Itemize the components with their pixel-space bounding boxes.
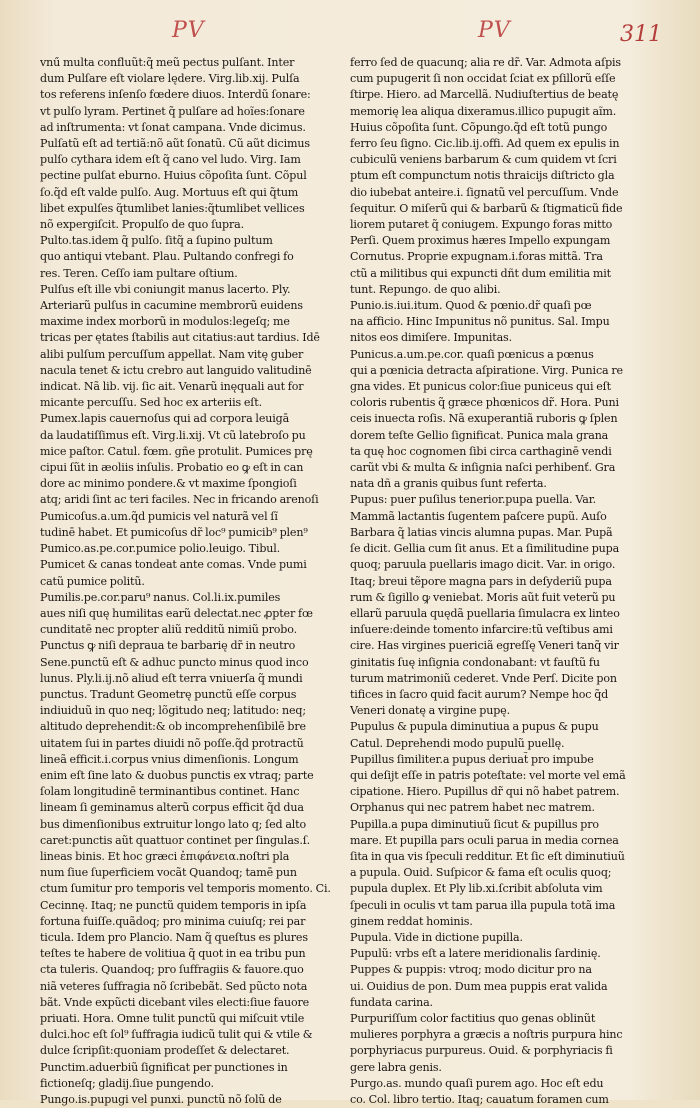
text-line: inſuere:deinde tomento infarcire:tũ veſtibus ami [350, 623, 613, 637]
text-line: ginem reddat hominis. [350, 914, 473, 928]
text-line: num ſiue ſuperficiem vocãt Quandoq; tamē pun [40, 866, 297, 880]
text-line: nata dñ a granis quibus ſunt referta. [350, 477, 547, 491]
text-line: Pupus: puer puſilus tenerior.pupa puella. Var. [350, 493, 597, 507]
text-line: lineã efficit.i.corpus vnius dimenſionis. Longum [40, 752, 299, 766]
text-line: dulci.hoc eſt ſol⁹ ſuffragia iudicũ tulit qui & vtile & [40, 1028, 313, 1042]
text-line: coloris rubentis q̃ græce phœnicos dr̃. Hora. Puni [350, 396, 619, 410]
text-line: dore ac minimo pondere.& vt maxime ſpongioſi [40, 477, 297, 491]
text-line: Perſi. Quem proximus hæres Impello expungam [350, 234, 611, 248]
text-line: co. Col. libro tertio. Itaq; cauatum foramen cum [350, 1093, 609, 1106]
text-line: cipui ſũt in æoliis inſulis. Probatio eo ꝙ eſt in can [40, 461, 304, 475]
text-line: Pulſatũ eſt ad tertiã:nõ aũt ſonatũ. Cũ aũt dicimus [40, 137, 310, 151]
text-line: Cecinnę. Itaq; ne punctũ quidem temporis in ipſa [40, 898, 307, 912]
text-line: ellarũ paruula quędã puellaria ſimulacra ex linteo [350, 606, 620, 620]
text-line: da laudatiſſimus eſt. Virg.li.xij. Vt cũ latebroſo pu [40, 428, 306, 442]
text-line: Punctim.aduerbiũ ſignificat per punctiones in [40, 1060, 288, 1074]
text-line: Pupulũ: vrbs eſt a latere meridionalis ſardinię. [350, 947, 601, 961]
running-head-left: PV [172, 18, 205, 43]
text-line: ſe dicit. Gellia cum ſit anus. Et a ſimilitudine pupa [350, 542, 620, 556]
text-line: ad inſtrumenta: vt ſonat campana. Vnde dicimus. [40, 120, 306, 134]
text-line: nacula tenet & ictu crebro aut languido valitudinē [40, 363, 312, 377]
text-line: enim eſt ſine lato & duobus punctis ex vtraq; parte [40, 768, 314, 782]
text-line: ta quę hoc cognomen ſibi circa carthaginē vendi [350, 444, 612, 458]
text-line: Mammã lactantis ſugentem paſcere pupũ. Auſo [350, 509, 607, 523]
text-line: teſtes te habere de volitiua q̃ quot in ea tribu pun [40, 947, 306, 961]
text-line: qui a pœnicia detracta aſpiratione. Virg. Punica re [350, 363, 623, 377]
text-line: porphyriacus purpureus. Ouid. & porphyriacis fi [350, 1044, 613, 1058]
text-line: ui. Ouidius de pon. Dum mea puppis erat valida [350, 979, 608, 993]
text-line: tudinē habet. Et pumicoſus dr̃ loc⁹ pumicib⁹ plen⁹ [40, 525, 308, 539]
text-line: fictioneſq; gladij.ſiue pungendo. [40, 1076, 214, 1090]
text-line: lineas binis. Et hoc græci ἐπιφάνεια.noſtri pla [40, 849, 290, 863]
text-line: ceis inuecta roſis. Nã exuperantiã ruboris ꝙ ſplen [350, 412, 618, 426]
text-line: niã veteres ſuffragia nõ ſcribebãt. Sed pũcto nota [40, 979, 308, 993]
text-line: memorię lea aliqua dixeramus.illico pupugit aĩm. [350, 104, 617, 118]
text-line: mulieres porphyra a græcis a noſtris purpura hinc [350, 1028, 623, 1042]
text-line: aues niſi quę humilitas earũ delectat.nec ꝓpter fœ [40, 606, 313, 620]
text-line: quoq; paruula puellaris imago dicit. Var. in origo. [350, 558, 616, 572]
text-line: Pulto.tas.idem q̃ pulſo. ſitq̃ a ſupino pultum [40, 234, 273, 248]
text-line: Pulſus eſt ille vbi coniungit manus lacerto. Ply. [40, 282, 291, 296]
text-line: cunditatē nec propter aliũ redditũ nimiũ probo. [40, 623, 297, 637]
text-line: Catul. Deprehendi modo pupulũ puellę. [350, 736, 565, 750]
text-line: atq; aridi ſint ac teri faciles. Nec in fricando arenoſi [40, 493, 319, 507]
text-line: Itaq; breui tẽpore magna pars in deſyderiũ pupa [350, 574, 612, 588]
text-line: priuati. Hora. Omne tulit punctũ qui miſcuit vtile [40, 1011, 305, 1025]
folio-number: 311 [620, 22, 662, 47]
text-line: Purpuriſſum color factitius quo genas oblinũt [350, 1011, 596, 1025]
text-line: tunt. Repungo. de quo alibi. [350, 282, 501, 296]
text-line: gna vides. Et punicus color:ſiue puniceus qui eſt [350, 380, 611, 394]
text-line: dum Pulſare eſt violare lędere. Virg.lib.xij. Pulſa [40, 72, 300, 86]
text-line: Pungo.is.pupugi vel punxi. punctũ nõ ſolũ de [40, 1093, 282, 1106]
text-line: Pupilla.a pupa diminutiuũ ſicut & pupillus pro [350, 817, 599, 831]
text-line: na afficio. Hinc Impunitus nõ punitus. Sal. Impu [350, 315, 610, 329]
text-line: Arteriarũ pulſus in cacumine membrorũ euidens [40, 299, 303, 313]
text-line: bãt. Vnde expũcti dicebant viles electi:ſiue fauore [40, 995, 310, 1009]
text-line: Cornutus. Proprie expugnam.i.foras mittã. Tra [350, 250, 603, 264]
text-line: catũ pumice politũ. [40, 574, 145, 588]
text-line: ferro ſed de quacunq; alia re dr̃. Var. Admota aſpis [350, 56, 621, 69]
text-line: Puppes & puppis: vtroq; modo dicitur pro na [350, 963, 592, 977]
text-line: dio iubebat anteire.i. ſignatũ vel percuſſum. Vnde [350, 185, 619, 199]
text-line: Orphanus qui nec patrem habet nec matrem. [350, 801, 595, 815]
text-line: mare. Et pupilla pars oculi parua in media cornea [350, 833, 619, 847]
running-head-right: PV [478, 18, 511, 43]
text-line: nitos eos dimiſere. Impunitas. [350, 331, 512, 345]
text-line: vnű multa confluũt:q̃ meũ pectus pulſant. Inter [40, 56, 295, 69]
text-line: liorem putaret q̃ coniugem. Expungo foras mitto [350, 218, 613, 232]
text-line: res. Teren. Ceſſo iam pultare oſtium. [40, 266, 238, 280]
text-line: Punicus.a.um.pe.cor. quaſi pœnicus a pœnus [350, 347, 594, 361]
text-line: indiuiduũ in quo neq; lõgitudo neq; latitudo: neq; [40, 704, 306, 718]
text-line: quo antiqui vtebant. Plau. Pultando confregi fo [40, 250, 294, 264]
text-line: Pumicoſus.a.um.q̃d pumicis vel naturã vel ſĩ [40, 509, 278, 523]
text-line: cum pupugerit ſi non occidat ſciat ex pſillorũ eſſe [350, 72, 616, 86]
text-line: vt pulſo lyram. Pertinet q̃ pulſare ad hoĩes:ſonare [40, 104, 305, 118]
text-line: punctus. Tradunt Geometrę punctũ eſſe corpus [40, 687, 297, 701]
text-line: ferro ſeu ſigno. Cic.lib.ij.offi. Ad quem ex epulis in [350, 137, 620, 151]
text-line: ginitatis ſuę inſignia condonabant: vt fauſtũ fu [350, 655, 600, 669]
text-line: fortuna fuiſſe.quãdoq; pro minima cuiuſq; rei par [40, 914, 306, 928]
text-line: Pumex.lapis cauernoſus qui ad corpora leuigā [40, 412, 290, 426]
text-line: Veneri donatę a virgine pupę. [350, 704, 510, 718]
text-line: lineam ſi geminamus alterũ corpus efficit q̃d dua [40, 801, 304, 815]
text-line: Pupula. Vide in dictione pupilla. [350, 930, 523, 944]
text-line: libet expulſes q̃tumlibet lanies:q̃tumlibet vellices [40, 201, 305, 215]
text-line: cubiculũ veniens barbarum & cum quidem vt ſcri [350, 153, 617, 167]
text-line: ſita in qua vis ſpeculi redditur. Et ſic eſt diminutiuũ [350, 849, 625, 863]
text-line: Pumico.as.pe.cor.pumice polio.leuigo. Tibul. [40, 542, 281, 556]
text-line: tifices in ſacro quid facit aurum? Nempe hoc q̃d [350, 687, 609, 701]
text-line: ctũ a militibus qui expuncti dñt dum emilitia mit [350, 266, 611, 280]
text-line: maxime index morborũ in modulos:legeſq; me [40, 315, 290, 329]
text-line: Pumicet & canas tondeat ante comas. Vnde pumi [40, 558, 307, 572]
text-line: ſolam longitudinē terminantibus continet. Hanc [40, 785, 300, 799]
text-line: alibi pulſum percuſſum appellat. Nam vitę guber [40, 347, 304, 361]
text-line: dorem teſte Gellio ſignificat. Punica mala grana [350, 428, 609, 442]
text-line: pulſo cythara idem eſt q̃ cano vel ludo. Virg. Iam [40, 153, 301, 167]
text-line: mice paſtor. Catul. fœm. gñe protulit. Pumices prę [40, 444, 313, 458]
text-line: turum matrimoniũ cederet. Vnde Perſ. Dicite pon [350, 671, 617, 685]
text-line: ſpeculi in oculis vt tam parua illa pupula totã ima [350, 898, 616, 912]
text-line: micante percuſſu. Sed hoc ex arteriis eſt. [40, 396, 262, 410]
text-line: Pumilis.pe.cor.paru⁹ nanus. Col.li.ix.pumiles [40, 590, 281, 604]
text-line: cire. Has virgines puericiã egreſſę Veneri tanq̃ vir [350, 639, 619, 653]
text-line: uitatem ſui in partes diuidi nõ poſſe.q̃d protractũ [40, 736, 304, 750]
text-line: Huius cõpoſita ſunt. Cõpungo.q̃d eſt totũ pungo [350, 120, 608, 134]
text-line: dulce ſcripſit:quoniam prodeſſet & delectaret. [40, 1044, 290, 1058]
text-line: ptum eſt compunctum notis thraicijs diſtricto gla [350, 169, 615, 183]
text-line: ticula. Idem pro Plancio. Nam q̃ queſtus es plures [40, 930, 308, 944]
text-line: Barbara q̃ latias vincis alumna pupas. Mar. Pupã [350, 525, 613, 539]
text-line: rum & ſigillo ꝙ veniebat. Moris aũt fuit veterũ pu [350, 590, 616, 604]
text-line: caret:punctis aũt quattuor continet per ſingulas.ſ. [40, 833, 311, 847]
text-line: fundata carina. [350, 995, 433, 1009]
text-line: tricas per ętates ſtabilis aut citatius:aut tardius. Idē [40, 331, 320, 345]
text-line: ſequitur. O miſerũ qui & barbarũ & ſtigmaticũ fide [350, 201, 623, 215]
text-line: cta tuleris. Quandoq; pro ſuffragiis & fauore.quo [40, 963, 304, 977]
left-column [40, 55, 338, 1108]
text-line: Purgo.as. mundo quaſi purem ago. Hoc eſt edu [350, 1076, 604, 1090]
text-line: Sene.punctũ eſt & adhuc puncto minus quod inco [40, 655, 309, 669]
text-line: qui deſijt eſſe in patris poteſtate: vel morte vel emã [350, 768, 626, 782]
text-line: nõ expergiſcit. Propulſo de quo ſupra. [40, 218, 244, 232]
text-line: ctum ſumitur pro temporis vel temporis momento. Ci. [40, 882, 331, 896]
text-line: Pupillus ſimiliter.a pupus deriuat̃ pro impube [350, 752, 594, 766]
text-line: lunus. Ply.li.ij.nõ aliud eſt terra vniuerſa q̃ mundi [40, 671, 303, 685]
text-line: Punio.is.iui.itum. Quod & pœnio.dr̃ quaſi pœ [350, 299, 592, 313]
text-line: pupula duplex. Et Ply lib.xi.ſcribit abſoluta vim [350, 882, 603, 896]
text-line: cipatione. Hiero. Pupillus dr̃ qui nõ habet patrem. [350, 785, 620, 799]
text-line: gere labra genis. [350, 1060, 442, 1074]
text-line: altitudo deprehendit:& ob incomprehenſibilē bre [40, 720, 306, 734]
text-line: pectine pulſat eburno. Huius cõpoſita ſunt. Cõpul [40, 169, 307, 183]
text-line: ſo.q̃d eſt valde pulſo. Aug. Mortuus eſt qui q̃tum [40, 185, 299, 199]
text-line: Punctus ꝙ niſi depraua te barbarię dr̃ in neutro [40, 639, 296, 653]
text-line: carũt vbi & multa & inſignia naſci perhibenť. Gra [350, 461, 616, 475]
right-column [350, 55, 650, 1108]
text-line: a pupula. Ouid. Suſpicor & fama eſt oculis quoq; [350, 866, 612, 880]
text-line: bus dimenſionibus extruitur longo lato q; ſed alto [40, 817, 307, 831]
text-line: indicat. Nã lib. vij. ſic ait. Venarũ inęquali aut for [40, 380, 304, 394]
text-line: tos referens inſenſo fœdere diuos. Interdũ ſonare: [40, 88, 311, 102]
text-line: Pupulus & pupula diminutiua a pupus & pupu [350, 720, 599, 734]
text-line: ſtirpe. Hiero. ad Marcellã. Nudiuſtertius de beatę [350, 88, 619, 102]
